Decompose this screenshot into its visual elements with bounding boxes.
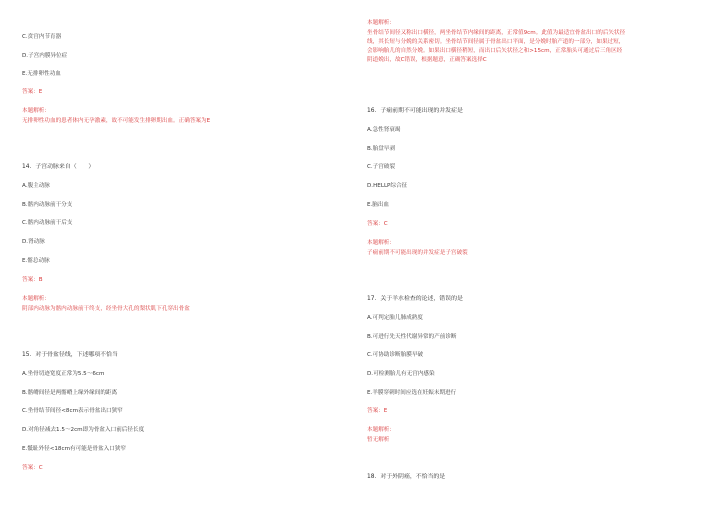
- option-b: B.髂内动脉前干分支: [22, 202, 73, 208]
- explanation-text: 无排卵性功血的患者体内无孕激素，故不可能发生排卵期出血。正确答案为E: [22, 118, 211, 124]
- answer-label: 答案：E: [22, 89, 43, 95]
- answer-label: 答案：B: [22, 277, 43, 283]
- question-15-stem: 15．对于骨盆径线，下述哪项不恰当: [22, 352, 118, 358]
- explanation-text: 阴部内动脉为髂内动脉前干终支，经坐骨大孔的梨状肌下孔穿出骨盆: [22, 306, 190, 312]
- question-14-stem: 14．子宫动脉来自（ ）: [22, 164, 95, 170]
- answer-label: 答案：C: [367, 221, 388, 227]
- option-b: B.可进行先天性代谢异常的产前诊断: [367, 334, 457, 340]
- answer-label: 答案：E: [367, 408, 388, 414]
- option-d: D.HELLP综合征: [367, 183, 408, 189]
- question-18-stem: 18．对于外阴癌，不恰当的是: [367, 474, 446, 480]
- option-e: E.髂总动脉: [22, 258, 50, 264]
- explanation-title: 本题解析：: [22, 108, 50, 114]
- explanation-title: 本题解析：: [367, 427, 395, 433]
- explanation-title: 本题解析：: [367, 240, 395, 246]
- option-c: C.坐骨结节间径<8cm表示骨盆出口狭窄: [22, 408, 123, 414]
- option-e: E.骶耻外径<18cm有可能是骨盆入口狭窄: [22, 446, 126, 452]
- explanation-title: 本题解析：: [22, 296, 50, 302]
- explanation-line: 会影响胎儿的自然分娩。如果出口横径稍短，而出口后矢状径之和>15cm，正常胎头可通过后三角区经: [367, 48, 623, 54]
- option-e: E.羊膜穿刺时间应选在妊娠末期进行: [367, 390, 457, 396]
- option-d: D.可检测胎儿有无宫内感染: [367, 371, 435, 377]
- question-17-stem: 17．关于羊水检查的论述，错误的是: [367, 296, 463, 302]
- option-d: D.子宫内膜异位症: [22, 53, 68, 59]
- option-a: A.坐骨切迹宽度正常为5.5～6cm: [22, 371, 105, 377]
- option-c: C.贲宫内节育器: [22, 34, 62, 40]
- option-e: E.脑出血: [367, 202, 390, 208]
- explanation-text: 暂无解析: [367, 437, 390, 443]
- explanation-text: 子痫前期不可能出现的并发症是子宫破裂: [367, 250, 468, 256]
- question-16-stem: 16．子痫前期不可能出现的并发症是: [367, 108, 463, 114]
- option-c: C.子宫破裂: [367, 164, 396, 170]
- option-c: C.髂内动脉前干后支: [22, 220, 73, 226]
- option-c: C.可协助诊断胎膜早破: [367, 352, 424, 358]
- option-e: E.无排卵性功血: [22, 71, 61, 77]
- option-b: B.髂嵴间径是两髂嵴上缘外缘间的距离: [22, 390, 118, 396]
- explanation-line: 坐骨结节间径又称出口横径，两坐骨结节内缘间的距离，正常值9cm。此值为最适宜骨盆出口的后矢状径: [367, 30, 626, 36]
- option-a: A.急性肾衰竭: [367, 127, 401, 133]
- option-d: D.肾动脉: [22, 239, 45, 245]
- explanation-title: 本题解析：: [367, 20, 395, 26]
- option-a: A.可判定胎儿肺成熟度: [367, 315, 423, 321]
- answer-label: 答案：C: [22, 465, 43, 471]
- option-d: D.对角径减去1.5～2cm即为骨盆入口前后径长度: [22, 427, 145, 433]
- option-b: B.胎盘早剥: [367, 146, 395, 152]
- option-a: A.腹主动脉: [22, 183, 50, 189]
- explanation-line: 线，其长短与分娩的关系密切。坐骨结节间径属于骨盆出口平面，是分娩时胎产道的一部分，如果过短，: [367, 39, 625, 45]
- explanation-line: 阴道娩出，故C错误，根据题意，正确答案选择C: [367, 57, 487, 63]
